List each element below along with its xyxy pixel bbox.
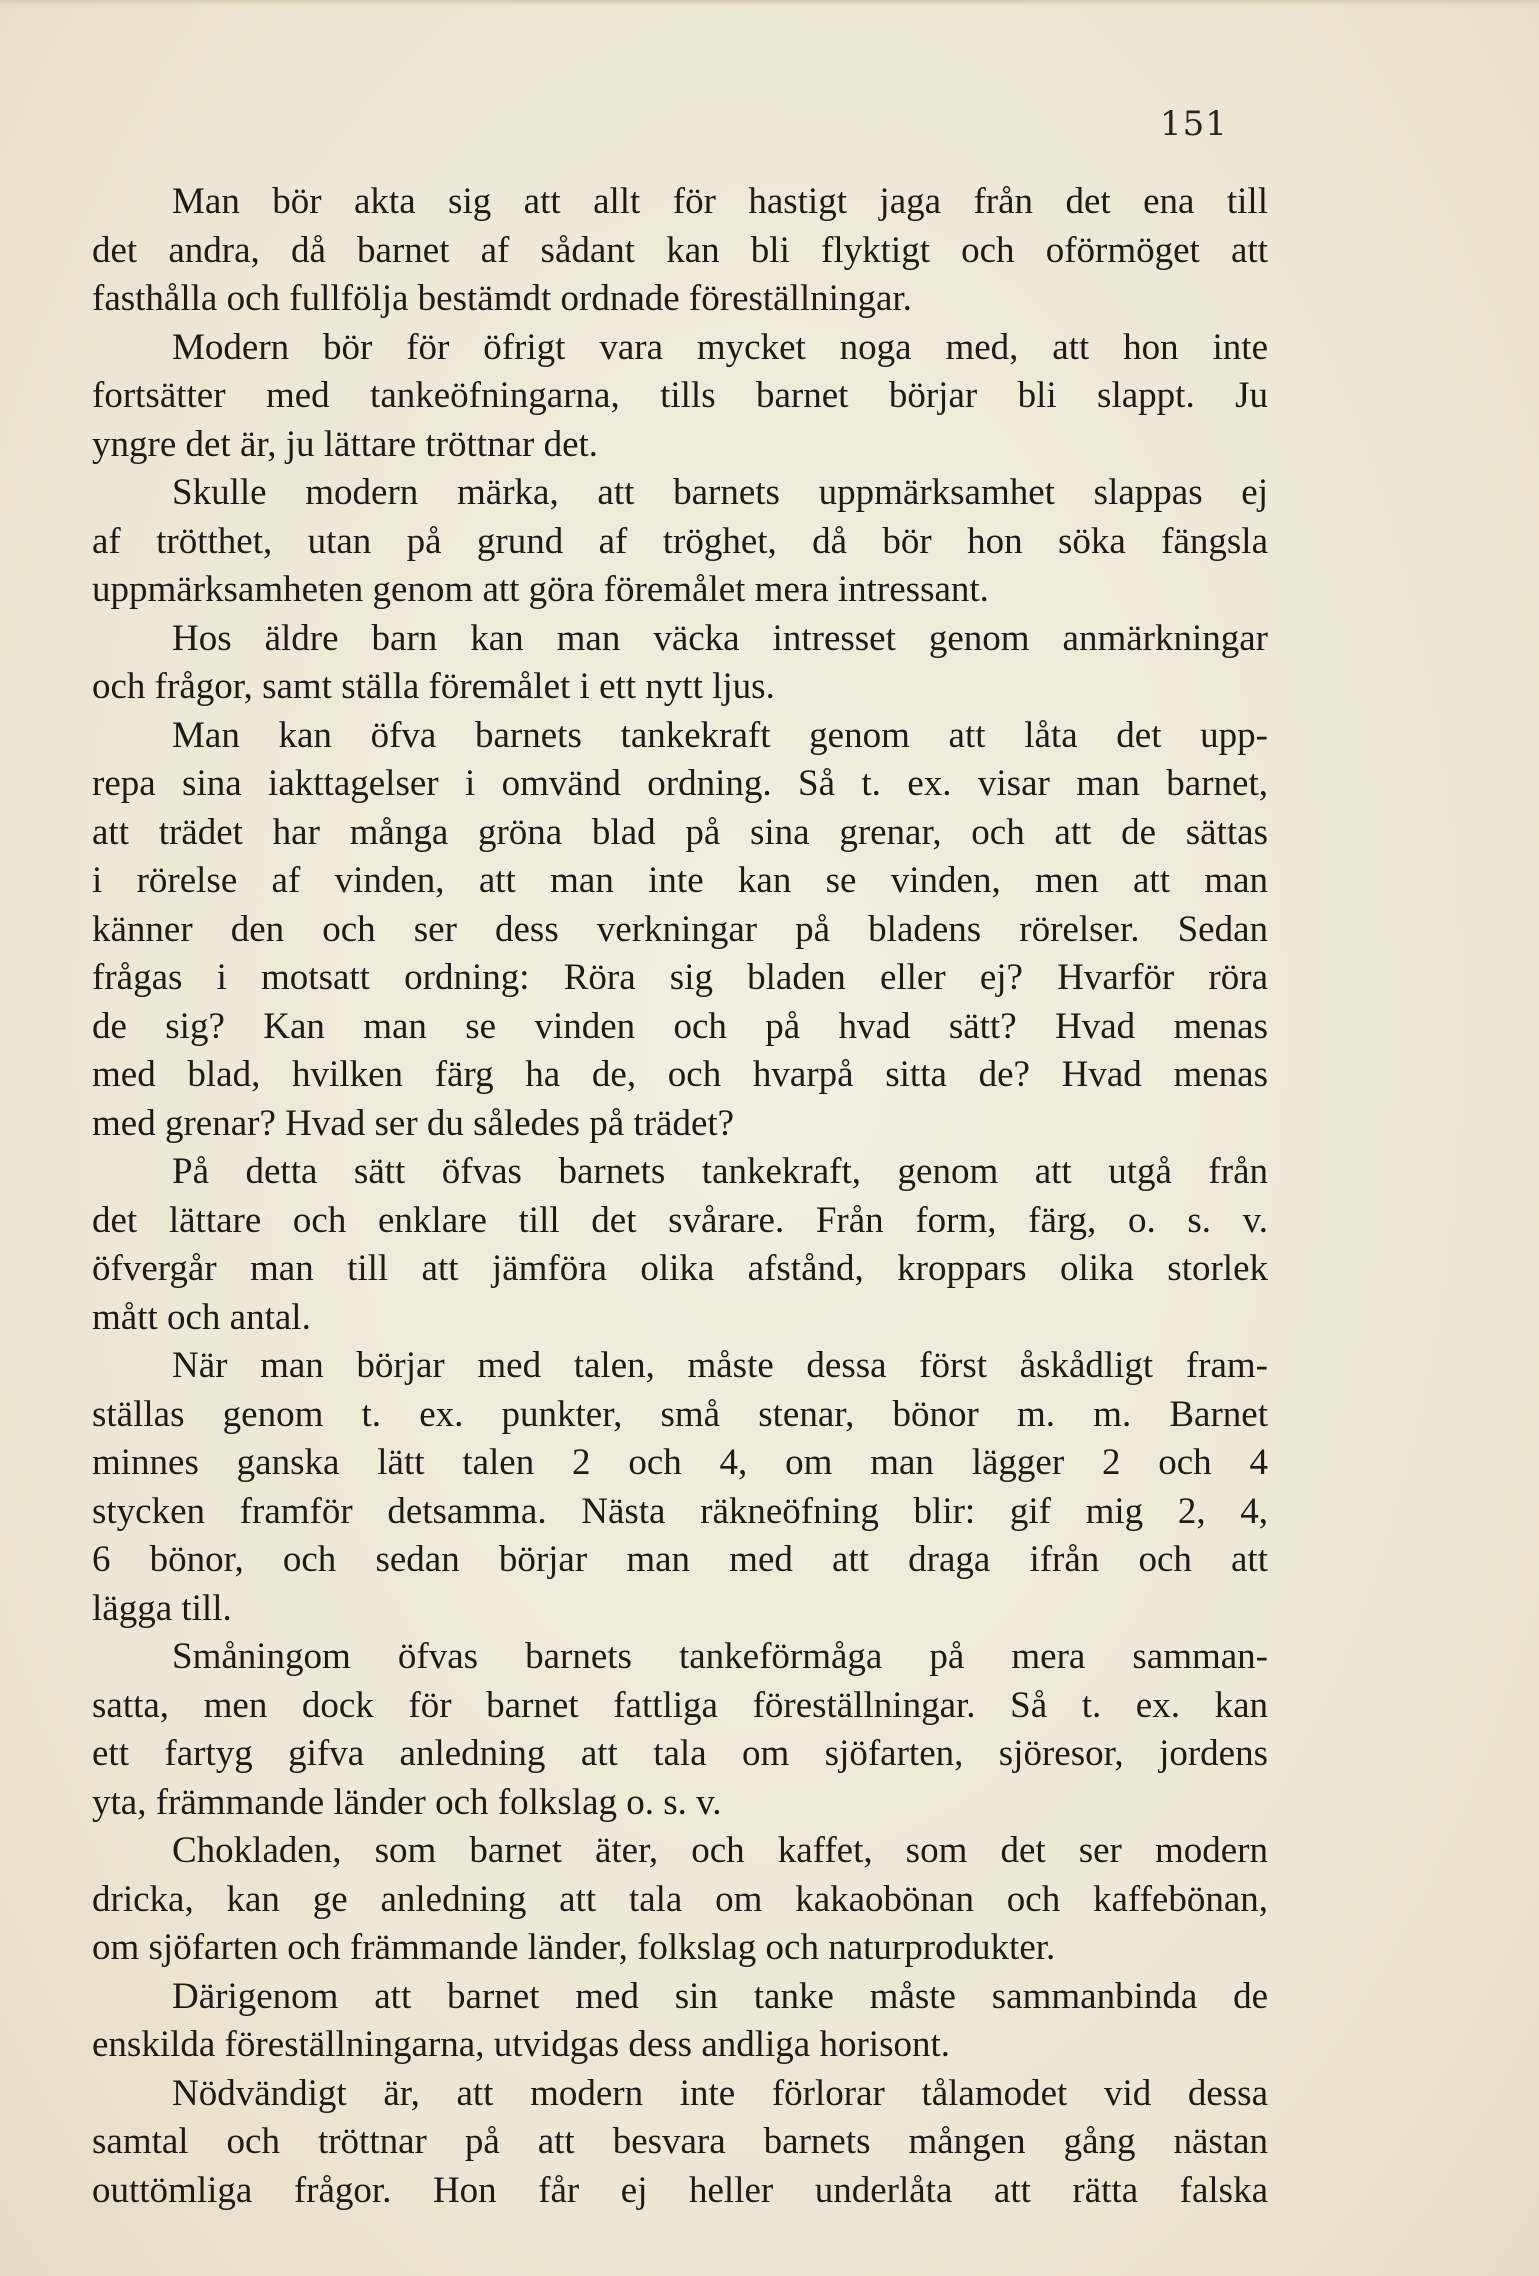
text-line: Chokladen, som barnet äter, och kaffet, som det ser modern: [172, 1830, 1268, 1871]
page-edge: [0, 0, 1539, 6]
text-line: Hos äldre barn kan man väcka intresset genom anmärkningar: [172, 617, 1268, 659]
text-line: frågas i motsatt ordning: Röra sig bladen eller ej? Hvarför röra: [92, 957, 1268, 998]
text-line: fortsätter med tankeöfningarna, tills barnet börjar bli slappt. Ju: [92, 375, 1268, 416]
text-line: af trötthet, utan på grund af tröghet, då bör hon söka fängsla: [92, 520, 1268, 562]
text-line: Skulle modern märka, att barnets uppmärksamhet slappas ej: [172, 472, 1268, 513]
text-line: med blad, hvilken färg ha de, och hvarpå sitta de? Hvad menas: [92, 1054, 1268, 1095]
text-line: På detta sätt öfvas barnets tankekraft, genom att utgå från: [172, 1151, 1268, 1192]
page-number: 151: [1160, 104, 1228, 144]
text-line: Man bör akta sig att allt för hastigt jaga från det ena till: [172, 181, 1268, 222]
text-line: När man börjar med talen, måste dessa först åskådligt fram-: [172, 1345, 1268, 1386]
text-line: dricka, kan ge anledning att tala om kakaobönan och kaffebönan,: [92, 1878, 1268, 1920]
text-line: yngre det är, ju lättare tröttnar det.: [92, 423, 599, 465]
text-line: känner den och ser dess verkningar på bladens rörelser. Sedan: [92, 908, 1268, 950]
text-line: Modern bör för öfrigt vara mycket noga med, att hon inte: [172, 326, 1268, 368]
text-line: enskilda föreställningarna, utvidgas dess andliga horisont.: [92, 2024, 951, 2065]
text-line: ett fartyg gifva anledning att tala om sjöfarten, sjöresor, jordens: [92, 1733, 1268, 1774]
text-line: om sjöfarten och främmande länder, folkslag och naturprodukter.: [92, 1927, 1056, 1968]
text-line: lägga till.: [92, 1587, 232, 1629]
text-line: minnes ganska lätt talen 2 och 4, om man lägger 2 och 4: [92, 1442, 1268, 1483]
text-line: de sig? Kan man se vinden och på hvad sätt? Hvad menas: [92, 1005, 1268, 1047]
text-line: med grenar? Hvad ser du således på trädet?: [92, 1102, 735, 1144]
text-line: ställas genom t. ex. punkter, små stenar, bönor m. m. Barnet: [92, 1393, 1268, 1435]
text-line: att trädet har många gröna blad på sina grenar, och att de sättas: [92, 811, 1268, 853]
text-line: 6 bönor, och sedan börjar man med att draga ifrån och att: [92, 1539, 1268, 1580]
text-line: mått och antal.: [92, 1296, 311, 1338]
text-line: det lättare och enklare till det svårare. Från form, färg, o. s. v.: [92, 1199, 1268, 1241]
text-line: uppmärksamheten genom att göra föremålet mera intressant.: [92, 569, 989, 610]
text-line: samtal och tröttnar på att besvara barnets mången gång nästan: [92, 2121, 1268, 2162]
text-line: Småningom öfvas barnets tankeförmåga på mera samman-: [172, 1636, 1268, 1677]
text-line: i rörelse af vinden, att man inte kan se vinden, men att man: [92, 860, 1268, 901]
text-line: yta, främmande länder och folkslag o. s. v.: [92, 1781, 722, 1823]
text-line: och frågor, samt ställa föremålet i ett nytt ljus.: [92, 666, 775, 707]
text-line: satta, men dock för barnet fattliga föreställningar. Så t. ex. kan: [92, 1684, 1268, 1726]
text-line: det andra, då barnet af sådant kan bli flyktigt och oförmöget att: [92, 229, 1268, 271]
body-text: [92, 178, 1268, 2215]
text-line: Därigenom att barnet med sin tanke måste sammanbinda de: [172, 1975, 1268, 2017]
text-line: Man kan öfva barnets tankekraft genom att låta det upp-: [172, 714, 1268, 756]
text-line: Nödvändigt är, att modern inte förlorar tålamodet vid dessa: [172, 2072, 1268, 2114]
text-line: stycken framför detsamma. Nästa räkneöfning blir: gif mig 2, 4,: [92, 1490, 1268, 1532]
text-line: fasthålla och fullfölja bestämdt ordnade föreställningar.: [92, 278, 912, 319]
text-line: outtömliga frågor. Hon får ej heller underlåta att rätta falska: [92, 2169, 1268, 2211]
text-line: repa sina iakttagelser i omvänd ordning. Så t. ex. visar man barnet,: [92, 763, 1268, 804]
text-line: öfvergår man till att jämföra olika afstånd, kroppars olika storlek: [92, 1248, 1268, 1289]
